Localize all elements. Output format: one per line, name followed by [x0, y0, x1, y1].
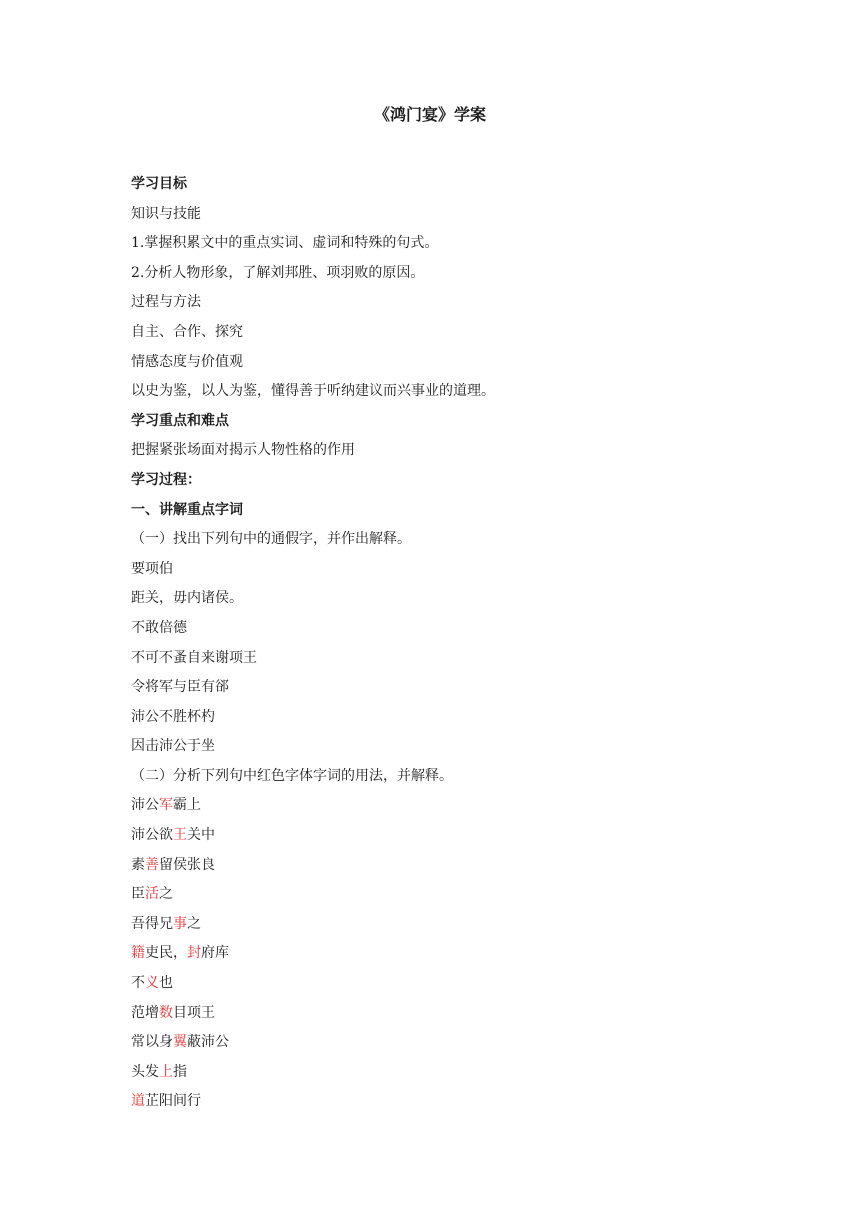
sentence-line: 令将军与臣有郤 [131, 679, 229, 696]
heading-learning-goals: 学习目标 [131, 176, 187, 192]
sentence-line [131, 999, 731, 1029]
exercise-prompt: （一）找出下列句中的通假字，并作出解释。 [131, 531, 411, 548]
highlighted-word: 义 [145, 975, 159, 992]
sentence-line [131, 1087, 731, 1117]
heading-learning-process: 学习过程： [131, 471, 201, 488]
sentence-text: 指 [173, 1063, 187, 1080]
exercise-prompt: （二）分析下列句中红色字体字词的用法，并解释。 [131, 767, 453, 784]
sentence-line [131, 851, 731, 881]
sentence-text: 目项王 [173, 1004, 215, 1021]
text-line: 过程与方法 [131, 294, 201, 311]
sentence-line: 要项伯 [131, 560, 173, 577]
sentence-text: 蔽沛公 [187, 1034, 229, 1051]
sentence-line [131, 791, 731, 821]
sentence-line: 沛公不胜杯杓 [131, 708, 215, 725]
sentence-text: 之 [159, 886, 173, 903]
sentence-line: 不可不蚤自来谢项王 [131, 649, 257, 666]
sentence-text: 沛公欲 [131, 827, 173, 844]
sentence-text: 留侯张良 [159, 856, 215, 873]
highlighted-word: 军 [159, 797, 173, 814]
heading-section-one: 一、讲解重点字词 [131, 501, 243, 518]
sentence-line [131, 821, 731, 851]
highlighted-word: 事 [173, 915, 187, 932]
sentence-text: 素 [131, 856, 145, 873]
sentence-line [131, 880, 731, 910]
sentence-text: 也 [159, 975, 173, 992]
sentence-line [131, 910, 731, 940]
sentence-text: 府库 [201, 945, 229, 962]
text-line: 把握紧张场面对揭示人物性格的作用 [131, 442, 355, 459]
sentence-text: 头发 [131, 1063, 159, 1080]
sentence-text: 吏民， [145, 945, 187, 962]
highlighted-word: 活 [145, 886, 159, 903]
highlighted-word: 王 [173, 827, 187, 844]
text-line: 情感态度与价值观 [131, 353, 243, 370]
sentence-text: 霸上 [173, 797, 201, 814]
text-line: 以史为鉴，以人为鉴，懂得善于听纳建议而兴事业的道理。 [131, 383, 495, 400]
text-line: 自主、合作、探究 [131, 323, 243, 340]
highlighted-word: 封 [187, 945, 201, 962]
highlighted-word: 善 [145, 856, 159, 873]
sentence-text: 臣 [131, 886, 145, 903]
text-line: 知识与技能 [131, 205, 201, 222]
sentence-line: 距关，毋内诸侯。 [131, 590, 243, 607]
text-line: 2.分析人物形象，了解刘邦胜、项羽败的原因。 [131, 264, 425, 281]
text-line: 1.掌握积累文中的重点实词、虚词和特殊的句式。 [131, 235, 439, 252]
highlighted-word: 上 [159, 1063, 173, 1080]
sentence-text: 范增 [131, 1004, 159, 1021]
sentence-text: 关中 [187, 827, 215, 844]
sentence-text: 芷阳间行 [145, 1093, 201, 1110]
sentence-text: 吾得兄 [131, 915, 173, 932]
sentence-line [131, 969, 731, 999]
sentence-text: 常以身 [131, 1034, 173, 1051]
highlighted-word: 道 [131, 1093, 145, 1110]
document-title: 《鸿门宴》学案 [373, 105, 486, 124]
highlighted-word: 数 [159, 1004, 173, 1021]
sentence-text: 不 [131, 975, 145, 992]
sentence-text: 沛公 [131, 797, 159, 814]
sentence-line [131, 1058, 731, 1088]
highlighted-word: 籍 [131, 945, 145, 962]
sentence-text: 之 [187, 915, 201, 932]
highlighted-word: 翼 [173, 1034, 187, 1051]
sentence-line: 因击沛公于坐 [131, 738, 215, 755]
sentence-line: 不敢倍德 [131, 619, 187, 636]
heading-key-points: 学习重点和难点 [131, 412, 229, 429]
sentence-line [131, 1028, 731, 1058]
document-body [131, 170, 731, 1117]
sentence-line [131, 939, 731, 969]
